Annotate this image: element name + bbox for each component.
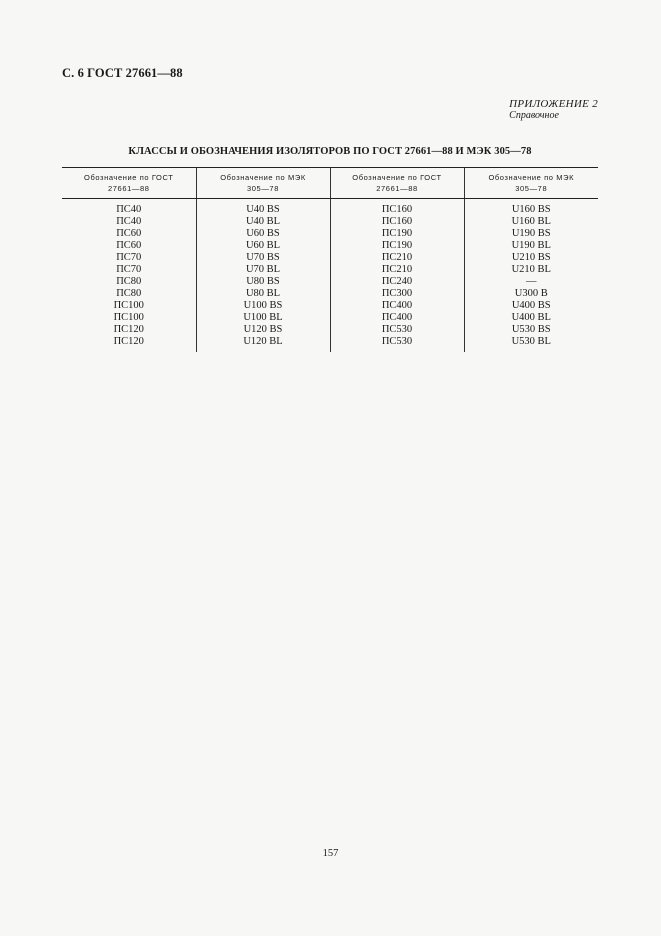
table-cell: U300 B xyxy=(464,288,598,300)
table-cell: ПС530 xyxy=(330,324,464,336)
appendix-title: ПРИЛОЖЕНИЕ 2 xyxy=(509,98,598,110)
appendix-label xyxy=(509,98,598,122)
table-cell: ПС210 xyxy=(330,264,464,276)
column-header-line: Обозначение по ГОСТ xyxy=(352,173,442,182)
table-row xyxy=(62,252,598,264)
table-cell: U120 BS xyxy=(196,324,330,336)
table-cell: U210 BL xyxy=(464,264,598,276)
table-cell: ПС160 xyxy=(330,216,464,228)
table-cell: U40 BS xyxy=(196,199,330,217)
column-header-line: 27661—88 xyxy=(376,184,418,193)
table-cell: ПС400 xyxy=(330,312,464,324)
table-cell: U160 BL xyxy=(464,216,598,228)
table-cell: ПС70 xyxy=(116,252,142,263)
table-cell: ПС120 xyxy=(113,324,144,335)
table-cell: U210 BS xyxy=(464,252,598,264)
table-cell: U70 BL xyxy=(196,264,330,276)
table-title: КЛАССЫ И ОБОЗНАЧЕНИЯ ИЗОЛЯТОРОВ ПО ГОСТ 27661—88 И МЭК 305—78 xyxy=(128,146,532,157)
table-cell: U530 BL xyxy=(464,336,598,352)
table-header-row xyxy=(62,168,598,199)
table-cell: U70 BS xyxy=(196,252,330,264)
table-cell: ПС210 xyxy=(330,252,464,264)
table-cell: ПС60 xyxy=(116,240,142,251)
column-header-line: Обозначение по МЭК xyxy=(488,173,575,182)
table-cell: ПС40 xyxy=(116,204,142,215)
table-cell: U190 BL xyxy=(464,240,598,252)
table-cell: U160 BS xyxy=(464,199,598,217)
table-cell: ПС300 xyxy=(330,288,464,300)
column-header-iec-2 xyxy=(464,168,598,199)
table-cell: ПС160 xyxy=(330,199,464,217)
table-row xyxy=(62,288,598,300)
column-header-gost-1 xyxy=(62,168,196,199)
table-cell: ПС190 xyxy=(330,240,464,252)
table-row xyxy=(62,199,598,217)
column-header-gost-2 xyxy=(330,168,464,199)
table-cell: — xyxy=(464,276,598,288)
column-header-line: 27661—88 xyxy=(108,184,150,193)
column-header-iec-1 xyxy=(196,168,330,199)
table-cell: ПС400 xyxy=(330,300,464,312)
column-header-line: 305—78 xyxy=(515,184,548,193)
table-row xyxy=(62,276,598,288)
table-cell: U400 BS xyxy=(464,300,598,312)
table-row xyxy=(62,216,598,228)
designation-table-container xyxy=(62,167,598,352)
table-row xyxy=(62,264,598,276)
table-row xyxy=(62,228,598,240)
table-cell: ПС70 xyxy=(116,264,142,275)
table-cell: ПС60 xyxy=(116,228,142,239)
table-cell: U100 BL xyxy=(196,312,330,324)
table-row xyxy=(62,324,598,336)
column-header-line: Обозначение по ГОСТ xyxy=(84,173,174,182)
column-header-line: 305—78 xyxy=(247,184,279,193)
table-cell: U400 BL xyxy=(464,312,598,324)
table-row xyxy=(62,240,598,252)
table-cell: U80 BL xyxy=(196,288,330,300)
table-cell: ПС120 xyxy=(113,336,144,347)
table-cell: ПС240 xyxy=(330,276,464,288)
table-cell: ПС40 xyxy=(116,216,142,227)
table-row xyxy=(62,300,598,312)
designation-table xyxy=(62,167,598,352)
table-row xyxy=(62,336,598,352)
table-cell: ПС190 xyxy=(330,228,464,240)
table-cell: U530 BS xyxy=(464,324,598,336)
table-cell: U60 BL xyxy=(196,240,330,252)
table-cell: U120 BL xyxy=(196,336,330,352)
table-cell: U40 BL xyxy=(196,216,330,228)
table-cell: U60 BS xyxy=(196,228,330,240)
page-header: С. 6 ГОСТ 27661—88 xyxy=(62,66,183,80)
page-number: 157 xyxy=(322,848,339,859)
table-cell: ПС80 xyxy=(116,276,142,287)
table-cell: ПС80 xyxy=(116,288,142,299)
table-cell: U100 BS xyxy=(196,300,330,312)
column-header-line: Обозначение по МЭК xyxy=(220,173,306,182)
table-cell: U190 BS xyxy=(464,228,598,240)
table-cell: ПС100 xyxy=(113,312,144,323)
table-row xyxy=(62,312,598,324)
table-cell: ПС530 xyxy=(330,336,464,352)
appendix-subtitle: Справочное xyxy=(509,110,559,121)
table-cell: ПС100 xyxy=(113,300,144,311)
table-cell: U80 BS xyxy=(196,276,330,288)
